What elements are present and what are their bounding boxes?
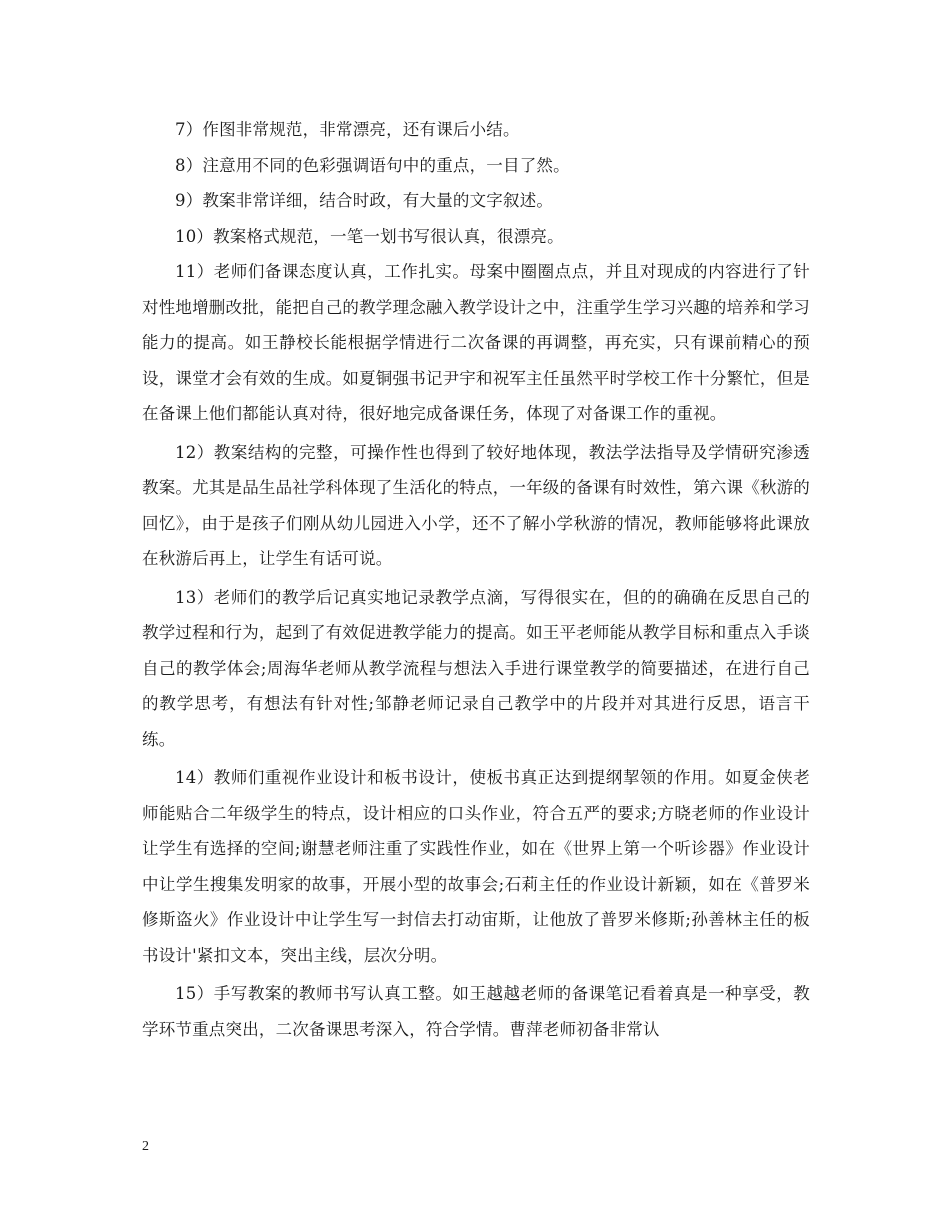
paragraph-13: 13）老师们的教学后记真实地记录教学点滴，写得很实在，但的的确确在反思自己的教学过程和行为，起到了有效促进教学能力的提高。如王平老师能从教学目标和重点入手谈自己的教学体会;周海华老师从教学流程与想法入手进行课堂教学的简要描述，在进行自己的教学思考，有想法有针对性;邹静老师记录自己教学中的片段并对其进行反思，语言干练。 — [142, 587, 810, 749]
paragraph-7: 7）作图非常规范，非常漂亮，还有课后小结。 — [175, 120, 520, 139]
page-number: 2 — [142, 1139, 149, 1154]
paragraph-15: 15）手写教案的教师书写认真工整。如王越越老师的备课笔记看着真是一种享受，教学环节重点突出，二次备课思考深入，符合学情。曹萍老师初备非常认 — [142, 984, 810, 1039]
paragraph-11: 11）老师们备课态度认真，工作扎实。母案中圈圈点点，并且对现成的内容进行了针对性地增删改批，能把自己的教学理念融入教学设计之中，注重学生学习兴趣的培养和学习能力的提高。如王静校长能根据学情进行二次备课的再调整，再充实，只有课前精心的预设，课堂才会有效的生成。如夏铜强书记尹宇和祝军主任虽然平时学校工作十分繁忙，但是在备课上他们都能认真对待，很好地完成备课任务，体现了对备课工作的重视。 — [142, 262, 810, 423]
paragraph-8: 8）注意用不同的色彩强调语句中的重点，一目了然。 — [175, 155, 570, 175]
paragraph-9: 9）教案非常详细，结合时政，有大量的文字叙述。 — [175, 191, 554, 210]
paragraph-10: 10）教案格式规范，一笔一划书写很认真，很漂亮。 — [175, 226, 564, 246]
paragraph-12: 12）教案结构的完整，可操作性也得到了较好地体现，教法学法指导及学情研究渗透教案。尤其是品生品社学科体现了生活化的特点，一年级的备课有时效性，第六课《秋游的回忆》，由于是孩子们刚从幼儿园进入小学，还不了解小学秋游的情况，教师能够将此课放在秋游后再上，让学生有话可说。 — [142, 442, 810, 568]
paragraph-14: 14）教师们重视作业设计和板书设计，使板书真正达到提纲挈领的作用。如夏金侠老师能贴合二年级学生的特点，设计相应的口头作业，符合五严的要求;方晓老师的作业设计让学生有选择的空间;谢慧老师注重了实践性作业，如在《世界上第一个听诊器》作业设计中让学生搜集发明家的故事，开展小型的故事会;石莉主任的作业设计新颖，如在《普罗米修斯盗火》作业设计中让学生写一封信去打动宙斯，让他放了普罗米修斯;孙善林主任的板书设计'紧扣文本，突出主线，层次分明。 — [142, 768, 810, 965]
document-body — [142, 112, 810, 1047]
